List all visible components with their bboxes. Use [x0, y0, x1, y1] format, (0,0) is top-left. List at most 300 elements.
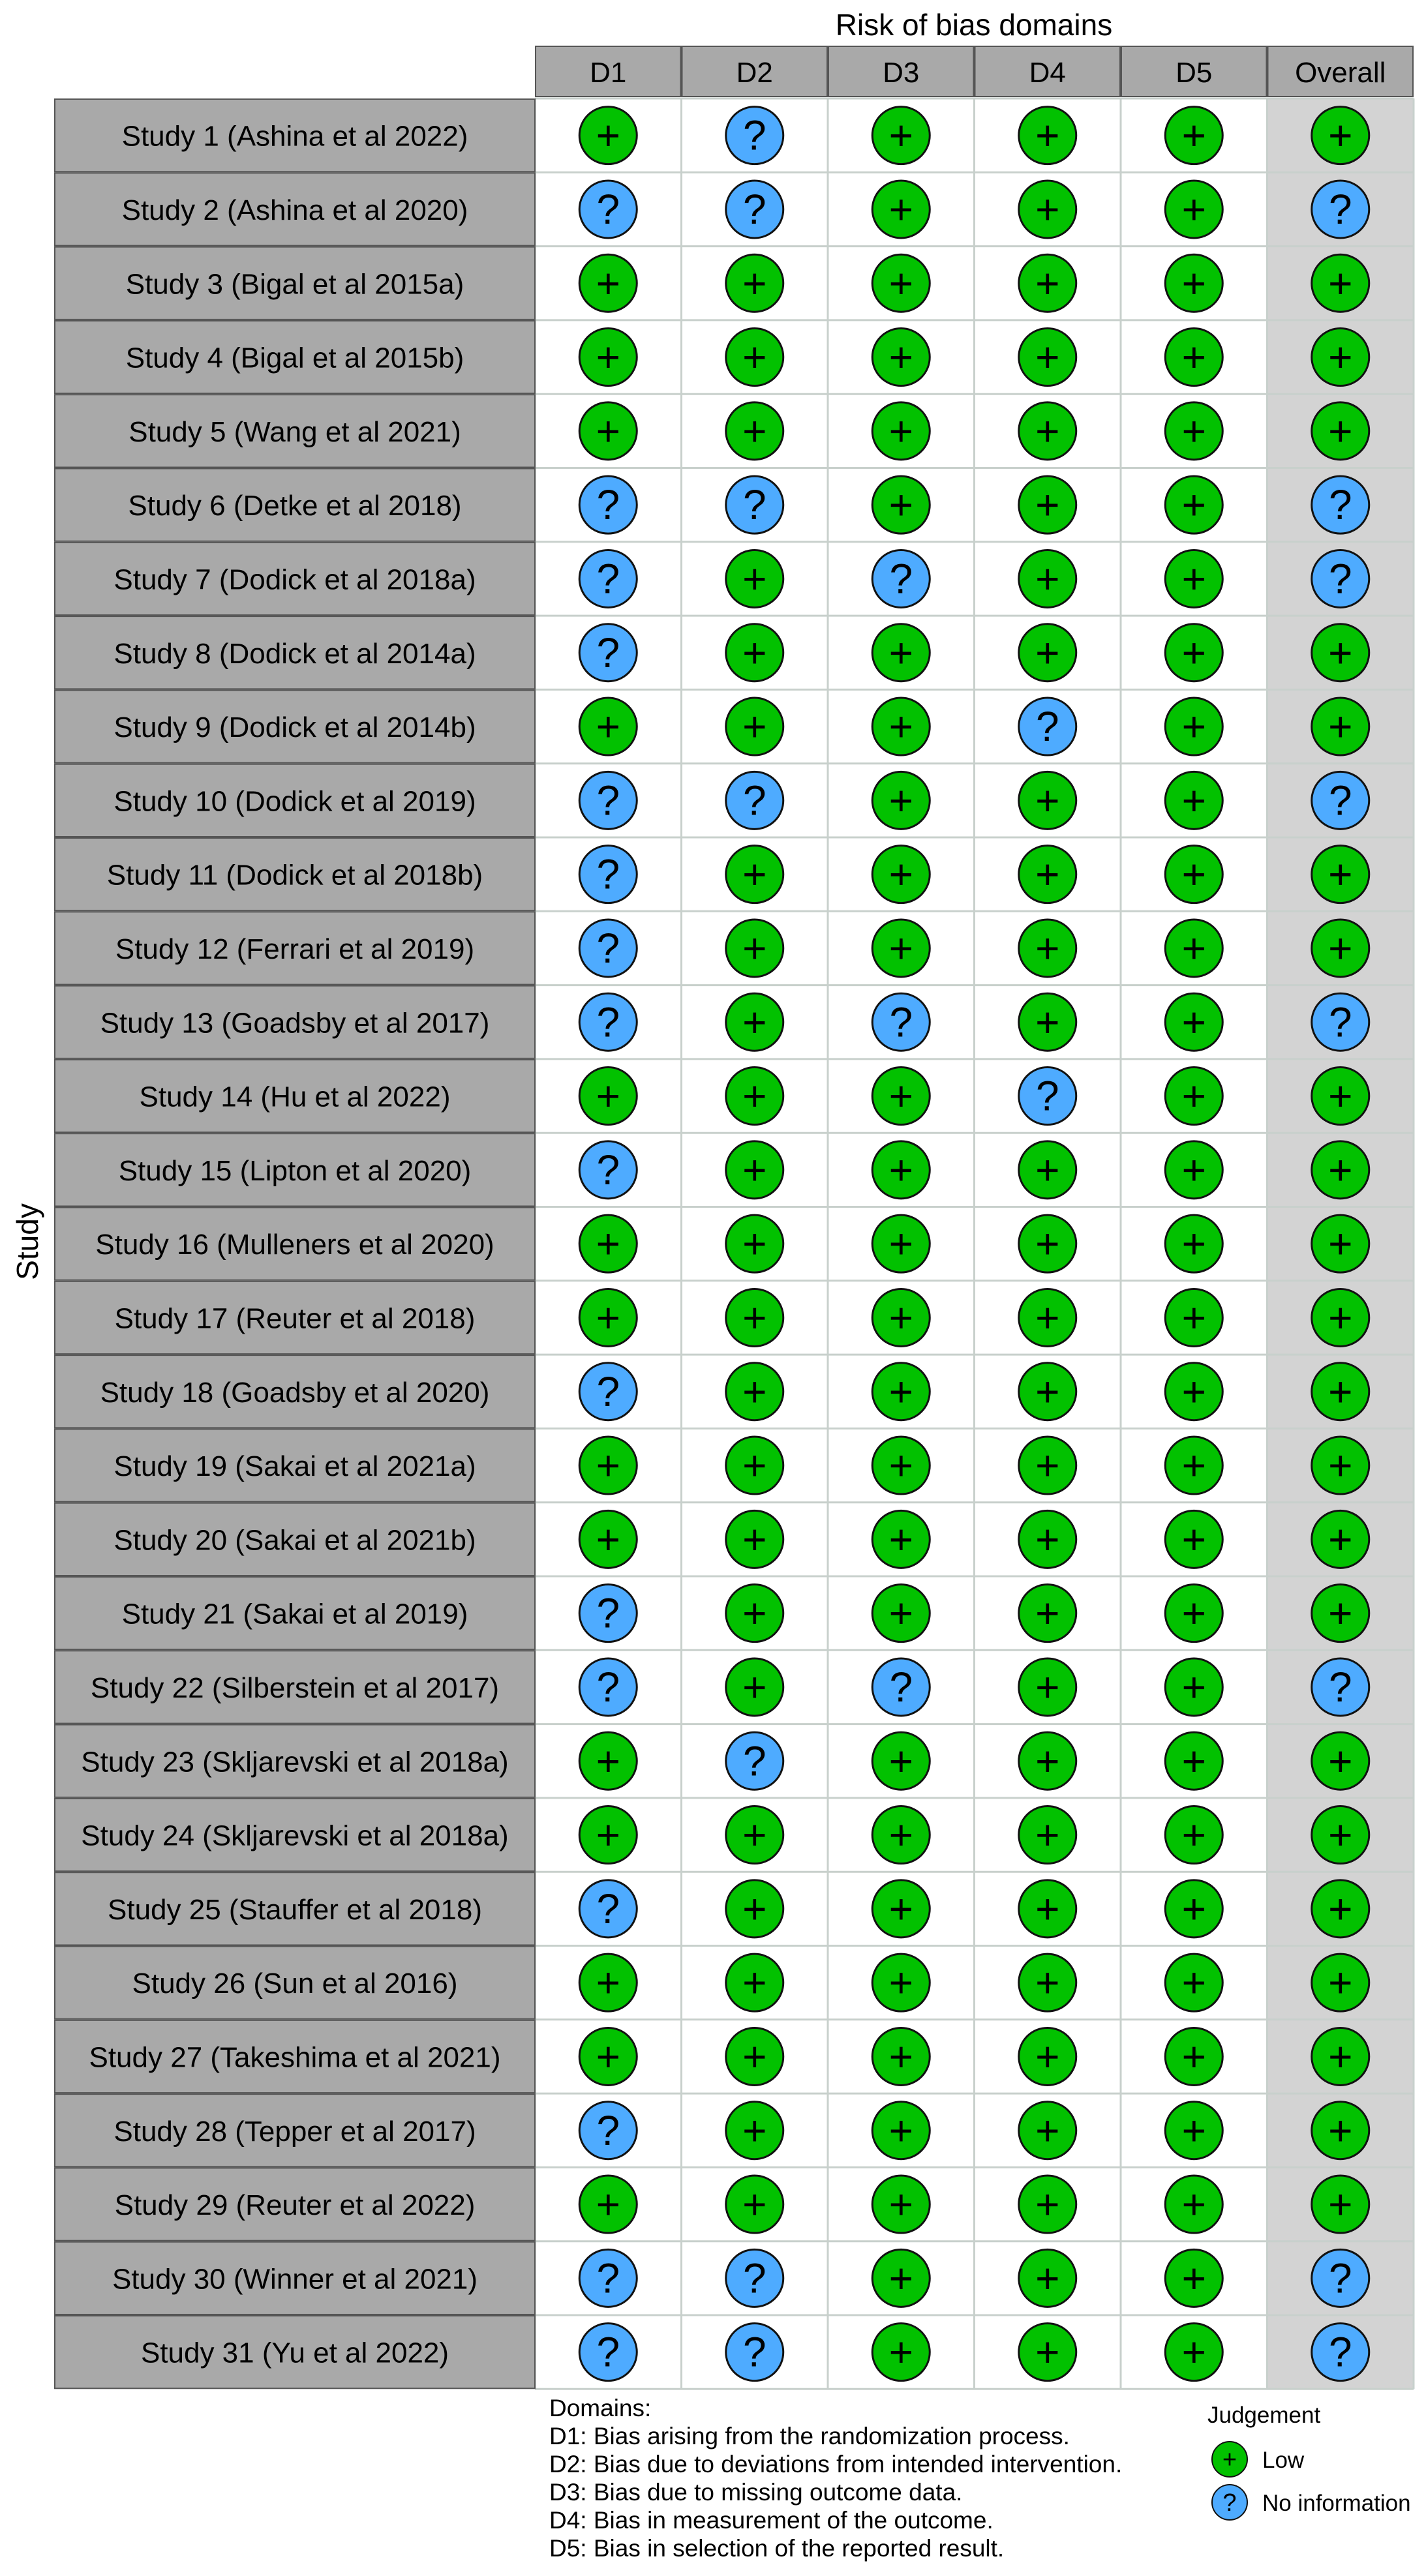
- judgement-marker: [726, 771, 783, 829]
- plus-symbol: +: [742, 1146, 767, 1193]
- judgement-marker: [1312, 107, 1369, 164]
- judgement-marker: [726, 698, 783, 755]
- judgement-marker: [579, 550, 637, 607]
- judgement-marker: [1165, 254, 1222, 312]
- plus-symbol: +: [1181, 333, 1206, 381]
- study-label: Study 5 (Wang et al 2021): [129, 415, 461, 448]
- judgement-legend-label: No information: [1262, 2491, 1411, 2516]
- question-symbol: ?: [1328, 2254, 1352, 2302]
- plus-symbol: +: [1035, 333, 1060, 381]
- study-label: Study 13 (Goadsby et al 2017): [100, 1007, 490, 1040]
- plus-symbol: +: [1035, 2033, 1060, 2080]
- question-symbol: ?: [596, 2328, 620, 2376]
- judgement-marker: [579, 1215, 637, 1272]
- judgement-marker: [1019, 550, 1076, 607]
- question-symbol: ?: [596, 2106, 620, 2154]
- judgement-marker: [1312, 2028, 1369, 2085]
- question-symbol: ?: [1328, 481, 1352, 529]
- plus-symbol: +: [742, 407, 767, 455]
- judgement-marker: [872, 2176, 930, 2233]
- plus-symbol: +: [742, 2033, 767, 2080]
- plus-symbol: +: [1328, 1442, 1353, 1490]
- column-header-label: D5: [1176, 57, 1213, 89]
- judgement-marker: [579, 2324, 637, 2381]
- judgement-marker: [1165, 993, 1222, 1051]
- judgement-marker: [1019, 2028, 1076, 2085]
- plus-symbol: +: [596, 260, 620, 307]
- judgement-marker: [726, 2176, 783, 2233]
- question-symbol: ?: [742, 2254, 766, 2302]
- judgement-marker: [726, 1806, 783, 1864]
- judgement-marker: [579, 1585, 637, 1642]
- judgement-marker: [1165, 1068, 1222, 1125]
- study-label: Study 24 (Skljarevski et al 2018a): [81, 1820, 509, 1852]
- domains-legend-heading: Domains:: [549, 2395, 652, 2421]
- question-symbol: ?: [1328, 555, 1352, 603]
- plus-symbol: +: [742, 555, 767, 603]
- plus-symbol: +: [596, 703, 620, 751]
- plus-symbol: +: [1035, 2254, 1060, 2302]
- plus-symbol: +: [1328, 112, 1353, 159]
- study-label: Study 6 (Detke et al 2018): [128, 490, 462, 522]
- judgement-marker: [872, 2102, 930, 2159]
- question-symbol: ?: [1328, 998, 1352, 1046]
- column-header-label: D4: [1029, 57, 1066, 89]
- plus-symbol: +: [1328, 1146, 1353, 1193]
- plus-symbol: +: [1181, 998, 1206, 1046]
- plus-symbol: +: [1181, 2328, 1206, 2376]
- plus-symbol: +: [742, 1294, 767, 1341]
- plus-symbol: +: [1181, 555, 1206, 603]
- judgement-marker: [1312, 1658, 1369, 1716]
- judgement-marker: [579, 1289, 637, 1346]
- judgement-marker: [579, 993, 637, 1051]
- plus-symbol: +: [1181, 1368, 1206, 1415]
- judgement-marker: [1019, 920, 1076, 977]
- plus-symbol: +: [742, 703, 767, 751]
- plus-symbol: +: [888, 1294, 913, 1341]
- judgement-marker: [872, 624, 930, 681]
- judgement-marker: [579, 1658, 637, 1716]
- plus-symbol: +: [1181, 924, 1206, 972]
- judgement-marker: [726, 1954, 783, 2011]
- judgement-marker: [1312, 624, 1369, 681]
- plus-symbol: +: [1035, 2181, 1060, 2228]
- question-symbol: ?: [889, 1663, 913, 1711]
- plus-symbol: +: [1035, 1442, 1060, 1490]
- question-symbol: ?: [596, 1885, 620, 1932]
- study-label: Study 11 (Dodick et al 2018b): [106, 859, 483, 891]
- judgement-marker: [579, 1806, 637, 1864]
- judgement-marker: [1019, 1363, 1076, 1420]
- plus-symbol: +: [742, 1072, 767, 1120]
- judgement-marker: [1312, 1141, 1369, 1199]
- judgement-marker: [1019, 181, 1076, 238]
- judgement-marker: [872, 2249, 930, 2307]
- judgement-marker: [726, 920, 783, 977]
- plus-symbol: +: [888, 1959, 913, 2007]
- judgement-marker: [1312, 550, 1369, 607]
- plus-symbol: +: [742, 260, 767, 307]
- study-label: Study 10 (Dodick et al 2019): [114, 785, 476, 818]
- judgement-marker: [579, 1732, 637, 1790]
- judgement-marker: [1165, 181, 1222, 238]
- judgement-marker: [872, 1068, 930, 1125]
- plus-symbol: +: [888, 112, 913, 159]
- plus-symbol: +: [1181, 2181, 1206, 2228]
- judgement-marker: [1019, 698, 1076, 755]
- plus-symbol: +: [1035, 629, 1060, 676]
- judgement-marker: [1165, 476, 1222, 533]
- plus-symbol: +: [596, 407, 620, 455]
- plus-symbol: +: [1328, 1737, 1353, 1785]
- judgement-marker: [579, 181, 637, 238]
- question-symbol: ?: [742, 2328, 766, 2376]
- judgement-marker: [1019, 107, 1076, 164]
- judgement-marker: [1019, 1437, 1076, 1494]
- plus-symbol: +: [596, 1516, 620, 1563]
- judgement-marker: [1019, 254, 1076, 312]
- judgement-marker: [1165, 698, 1222, 755]
- plus-symbol: +: [1181, 2254, 1206, 2302]
- judgement-marker: [579, 1068, 637, 1125]
- plus-symbol: +: [1328, 1072, 1353, 1120]
- judgement-marker: [1165, 1954, 1222, 2011]
- judgement-marker: [872, 1806, 930, 1864]
- judgement-marker: [726, 1363, 783, 1420]
- judgement-marker: [1312, 846, 1369, 903]
- judgement-marker: [1165, 107, 1222, 164]
- judgement-marker: [579, 2249, 637, 2307]
- judgement-marker: [726, 2249, 783, 2307]
- judgement-marker: [1312, 993, 1369, 1051]
- judgement-marker: [1019, 476, 1076, 533]
- judgement-marker: [726, 181, 783, 238]
- legend-plus-symbol: +: [1222, 2446, 1237, 2474]
- judgement-marker: [1165, 1289, 1222, 1346]
- judgement-marker: [726, 1141, 783, 1199]
- plus-symbol: +: [742, 998, 767, 1046]
- judgement-marker: [1312, 1585, 1369, 1642]
- plus-symbol: +: [1035, 2328, 1060, 2376]
- judgement-marker: [872, 1732, 930, 1790]
- plus-symbol: +: [1181, 1146, 1206, 1193]
- judgement-marker: [1019, 993, 1076, 1051]
- judgement-marker: [726, 1215, 783, 1272]
- plus-symbol: +: [1328, 1589, 1353, 1637]
- judgement-marker: [1312, 920, 1369, 977]
- judgement-marker: [726, 476, 783, 533]
- judgement-marker: [1019, 846, 1076, 903]
- judgement-marker: [1312, 1510, 1369, 1568]
- judgement-marker: [726, 329, 783, 386]
- judgement-marker: [1165, 1732, 1222, 1790]
- judgement-marker: [579, 1954, 637, 2011]
- judgement-marker: [1165, 2249, 1222, 2307]
- plus-symbol: +: [1328, 333, 1353, 381]
- chart-title: Risk of bias domains: [835, 8, 1113, 42]
- judgement-marker: [1019, 1658, 1076, 1716]
- judgement-marker: [579, 771, 637, 829]
- plus-symbol: +: [1328, 2033, 1353, 2080]
- question-symbol: ?: [596, 2254, 620, 2302]
- plus-symbol: +: [742, 1589, 767, 1637]
- judgement-marker: [1165, 1510, 1222, 1568]
- study-label: Study 15 (Lipton et al 2020): [118, 1154, 472, 1187]
- judgement-marker: [872, 771, 930, 829]
- domain-header: [536, 8, 1413, 97]
- plus-symbol: +: [596, 2181, 620, 2228]
- judgement-marker: [872, 1510, 930, 1568]
- judgement-marker: [1165, 1880, 1222, 1938]
- judgement-marker: [726, 1510, 783, 1568]
- judgement-marker: [1165, 1215, 1222, 1272]
- plus-symbol: +: [1328, 629, 1353, 676]
- judgement-marker: [1019, 402, 1076, 460]
- judgement-marker: [1165, 846, 1222, 903]
- judgement-marker: [1165, 2028, 1222, 2085]
- plus-symbol: +: [1181, 777, 1206, 824]
- study-label: Study 22 (Silberstein et al 2017): [90, 1671, 500, 1704]
- study-label: Study 31 (Yu et al 2022): [140, 2337, 449, 2369]
- judgement-marker: [726, 1289, 783, 1346]
- judgement-grid: [55, 98, 1414, 2389]
- plus-symbol: +: [742, 850, 767, 898]
- plus-symbol: +: [888, 2254, 913, 2302]
- plus-symbol: +: [888, 1072, 913, 1120]
- study-label: Study 2 (Ashina et al 2020): [121, 194, 468, 226]
- judgement-marker: [872, 1658, 930, 1716]
- plus-symbol: +: [888, 2106, 913, 2154]
- plus-symbol: +: [888, 185, 913, 233]
- judgement-marker: [1019, 1585, 1076, 1642]
- plus-symbol: +: [1181, 1811, 1206, 1859]
- plus-symbol: +: [1328, 1885, 1353, 1932]
- plus-symbol: +: [1035, 850, 1060, 898]
- judgement-marker: [579, 329, 637, 386]
- plus-symbol: +: [888, 629, 913, 676]
- judgement-marker: [872, 329, 930, 386]
- plus-symbol: +: [1035, 1146, 1060, 1193]
- column-header-label: D2: [736, 57, 773, 89]
- question-symbol: ?: [596, 777, 620, 824]
- plus-symbol: +: [1328, 1811, 1353, 1859]
- question-symbol: ?: [596, 555, 620, 603]
- plus-symbol: +: [1328, 2181, 1353, 2228]
- judgement-marker: [1312, 1732, 1369, 1790]
- domains-legend-item: D4: Bias in measurement of the outcome.: [549, 2507, 994, 2534]
- judgement-marker: [1312, 2324, 1369, 2381]
- plus-symbol: +: [888, 777, 913, 824]
- judgement-marker: [872, 1585, 930, 1642]
- plus-symbol: +: [742, 629, 767, 676]
- question-symbol: ?: [742, 481, 766, 529]
- plus-symbol: +: [1181, 1589, 1206, 1637]
- judgement-marker: [1312, 181, 1369, 238]
- judgement-marker: [579, 2028, 637, 2085]
- question-symbol: ?: [596, 481, 620, 529]
- plus-symbol: +: [888, 1220, 913, 1268]
- plus-symbol: +: [1181, 2033, 1206, 2080]
- study-label: Study 16 (Mulleners et al 2020): [95, 1229, 494, 1261]
- plus-symbol: +: [1181, 629, 1206, 676]
- plus-symbol: +: [1181, 1294, 1206, 1341]
- judgement-marker: [872, 550, 930, 607]
- judgement-marker: [1019, 1880, 1076, 1938]
- judgement-marker: [872, 1437, 930, 1494]
- plus-symbol: +: [1035, 185, 1060, 233]
- judgement-marker: [1165, 1585, 1222, 1642]
- question-symbol: ?: [742, 777, 766, 824]
- plus-symbol: +: [596, 1737, 620, 1785]
- judgement-marker: [872, 107, 930, 164]
- plus-symbol: +: [742, 1442, 767, 1490]
- plus-symbol: +: [1181, 1442, 1206, 1490]
- plus-symbol: +: [888, 260, 913, 307]
- plus-symbol: +: [596, 1442, 620, 1490]
- plus-symbol: +: [1035, 777, 1060, 824]
- study-label: Study 25 (Stauffer et al 2018): [108, 1893, 482, 1926]
- judgement-marker: [579, 107, 637, 164]
- plus-symbol: +: [1181, 850, 1206, 898]
- question-symbol: ?: [596, 1589, 620, 1637]
- judgement-marker: [726, 1658, 783, 1716]
- study-label: Study 18 (Goadsby et al 2020): [100, 1376, 490, 1409]
- question-symbol: ?: [1328, 777, 1352, 824]
- study-label: Study 20 (Sakai et al 2021b): [114, 1524, 476, 1557]
- judgement-marker: [726, 402, 783, 460]
- judgement-marker: [579, 1510, 637, 1568]
- judgement-marker: [726, 2102, 783, 2159]
- judgement-marker: [1019, 1141, 1076, 1199]
- plus-symbol: +: [1181, 407, 1206, 455]
- judgement-marker: [1312, 1363, 1369, 1420]
- legend-question-symbol: ?: [1222, 2489, 1237, 2517]
- judgement-marker: [726, 624, 783, 681]
- plus-symbol: +: [1328, 703, 1353, 751]
- question-symbol: ?: [889, 555, 913, 603]
- judgement-marker: [726, 2324, 783, 2381]
- plus-symbol: +: [742, 2181, 767, 2228]
- study-label: Study 26 (Sun et al 2016): [132, 1968, 458, 2000]
- question-symbol: ?: [1328, 1663, 1352, 1711]
- plus-symbol: +: [1328, 2106, 1353, 2154]
- plus-symbol: +: [1035, 1220, 1060, 1268]
- judgement-marker: [1165, 1658, 1222, 1716]
- plus-symbol: +: [1035, 555, 1060, 603]
- plus-symbol: +: [1035, 1663, 1060, 1711]
- study-label: Study 12 (Ferrari et al 2019): [115, 933, 475, 965]
- plus-symbol: +: [888, 2181, 913, 2228]
- judgement-legend-heading: Judgement: [1207, 2403, 1321, 2428]
- domains-legend-item: D1: Bias arising from the randomization process.: [549, 2423, 1070, 2449]
- judgement-marker: [1165, 771, 1222, 829]
- plus-symbol: +: [1181, 185, 1206, 233]
- judgement-marker: [579, 1141, 637, 1199]
- judgement-marker: [579, 920, 637, 977]
- judgement-marker: [579, 402, 637, 460]
- judgement-marker: [1019, 2249, 1076, 2307]
- judgement-marker: [1312, 698, 1369, 755]
- plus-symbol: +: [596, 2033, 620, 2080]
- judgement-marker: [726, 1585, 783, 1642]
- plus-symbol: +: [1181, 1220, 1206, 1268]
- plus-symbol: +: [1181, 1959, 1206, 2007]
- plus-symbol: +: [1035, 1885, 1060, 1932]
- judgement-marker: [872, 1363, 930, 1420]
- plus-symbol: +: [1328, 1516, 1353, 1563]
- judgement-marker: [872, 476, 930, 533]
- question-symbol: ?: [1328, 2328, 1352, 2376]
- judgement-marker: [872, 846, 930, 903]
- plus-symbol: +: [888, 1737, 913, 1785]
- plus-symbol: +: [888, 1442, 913, 1490]
- judgement-marker: [872, 1141, 930, 1199]
- judgement-marker: [1165, 920, 1222, 977]
- judgement-marker: [1312, 1954, 1369, 2011]
- plus-symbol: +: [888, 1368, 913, 1415]
- plus-symbol: +: [1181, 260, 1206, 307]
- study-label: Study 30 (Winner et al 2021): [112, 2263, 478, 2296]
- study-label: Study 14 (Hu et al 2022): [139, 1081, 451, 1113]
- question-symbol: ?: [1035, 1072, 1059, 1120]
- judgement-marker: [579, 476, 637, 533]
- plus-symbol: +: [1035, 481, 1060, 529]
- plus-symbol: +: [596, 1294, 620, 1341]
- judgement-marker: [872, 920, 930, 977]
- judgement-marker: [726, 846, 783, 903]
- domains-legend-item: D5: Bias in selection of the reported result.: [549, 2535, 1005, 2562]
- plus-symbol: +: [742, 1959, 767, 2007]
- judgement-marker: [1019, 624, 1076, 681]
- judgement-marker: [872, 1215, 930, 1272]
- judgement-marker: [1019, 2176, 1076, 2233]
- judgement-marker: [1312, 771, 1369, 829]
- judgement-marker: [1312, 1068, 1369, 1125]
- plus-symbol: +: [1181, 2106, 1206, 2154]
- judgement-marker: [1019, 771, 1076, 829]
- judgement-marker: [1165, 1806, 1222, 1864]
- plus-symbol: +: [1328, 850, 1353, 898]
- plus-symbol: +: [596, 1959, 620, 2007]
- judgement-marker: [726, 1732, 783, 1790]
- judgement-marker: [1165, 329, 1222, 386]
- domains-legend-item: D3: Bias due to missing outcome data.: [549, 2479, 963, 2506]
- plus-symbol: +: [1035, 1959, 1060, 2007]
- judgement-marker: [872, 402, 930, 460]
- plus-symbol: +: [742, 1885, 767, 1932]
- plus-symbol: +: [888, 2033, 913, 2080]
- judgement-marker: [1312, 1215, 1369, 1272]
- column-header-label: Overall: [1295, 57, 1386, 89]
- plus-symbol: +: [596, 112, 620, 159]
- judgement-marker: [1019, 1510, 1076, 1568]
- study-label: Study 7 (Dodick et al 2018a): [114, 563, 476, 596]
- question-symbol: ?: [1328, 185, 1352, 233]
- judgement-marker: [872, 993, 930, 1051]
- judgement-marker: [1165, 2176, 1222, 2233]
- plus-symbol: +: [888, 333, 913, 381]
- judgement-marker: [1312, 1880, 1369, 1938]
- plus-symbol: +: [1181, 112, 1206, 159]
- plus-symbol: +: [1035, 1737, 1060, 1785]
- plus-symbol: +: [1328, 1220, 1353, 1268]
- judgement-marker: [1165, 402, 1222, 460]
- question-symbol: ?: [596, 1368, 620, 1415]
- judgement-marker: [1312, 2176, 1369, 2233]
- judgement-marker: [579, 254, 637, 312]
- judgement-marker: [579, 2102, 637, 2159]
